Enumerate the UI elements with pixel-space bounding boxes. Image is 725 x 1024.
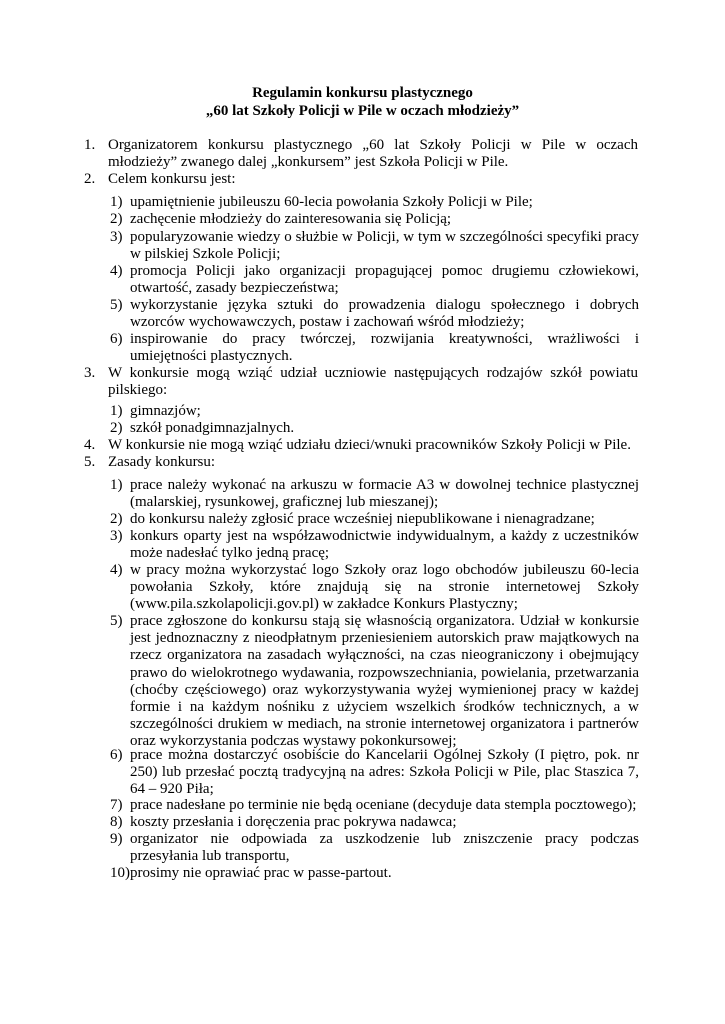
item-number: 2) [110,211,123,227]
item-text: promocja Policji jako organizacji propagującej pomoc drugiemu człowiekowi, otwartość, zasady bezpieczeństwa; [130,263,639,297]
item-text: prace nadesłane po terminie nie będą oceniane (decyduje data stempla pocztowego); [130,797,637,813]
item-text: gimnazjów; [130,403,201,419]
item-text: koszty przesłania i doręczenia prac pokrywa nadawca; [130,814,457,830]
item-text: organizator nie odpowiada za uszkodzenie lub zniszczenie pracy podczas przesyłania lub transportu, [130,831,639,865]
document-title: Regulamin konkursu plastycznego [252,85,473,101]
section-number: 2. [84,171,96,187]
item-text: inspirowanie do pracy twórczej, rozwijania kreatywności, wrażliwości i umiejętności plastycznych. [130,331,639,365]
list-item [110,229,639,263]
item-number: 5) [110,613,123,629]
list-item [110,814,639,831]
list-item [110,831,639,865]
section-3 [84,365,638,399]
section-number: 5. [84,454,96,470]
section-2 [84,171,638,188]
item-text: upamiętnienie jubileuszu 60-lecia powołania Szkoły Policji w Pile; [130,194,533,210]
section-text: Celem konkursu jest: [108,171,236,187]
item-text: zachęcenie młodzieży do zainteresowania się Policją; [130,211,452,227]
section-number: 4. [84,437,96,453]
section-number: 1. [84,137,96,153]
list-item [110,263,639,297]
item-number: 8) [110,814,123,830]
item-number: 2) [110,420,123,436]
item-number: 1) [110,403,123,419]
item-text: szkół ponadgimnazjalnych. [130,420,295,436]
item-number: 9) [110,831,123,847]
item-number: 5) [110,297,123,313]
item-text: do konkursu należy zgłosić prace wcześniej niepublikowane i nienagradzane; [130,511,595,527]
item-number: 4) [110,263,123,279]
item-text: prace zgłoszone do konkursu stają się własnością organizatora. Udział w konkursie jest jednoznaczny z nieodpłatnym przeniesieniem autorskich praw majątkowych na rzecz organizatora na zasadach wyłączności, na czas nieograniczony i obejmujący prawo do wielokrotnego wydawania, rozpowszechniania, powielania, przetwarzania (choćby częściowego) oraz wykorzystywania wyżej wymienionej pracy w każdej formie i na każdym nośniku z użyciem wszelkich środków technicznych, a w szczególności drukiem w mediach, na stronie internetowej organizatora i partnerów oraz wykorzystania podczas wystawy pokonkursowej; [130,613,639,750]
list-item [110,331,639,365]
document-subtitle: „60 lat Szkoły Policji w Pile w oczach młodzieży” [205,103,520,119]
list-item [110,194,639,211]
list-item [110,477,639,511]
section-5 [84,454,638,471]
item-number: 1) [110,477,123,493]
list-item [110,420,639,437]
item-number: 6) [110,747,123,763]
item-number: 4) [110,562,123,578]
item-text: wykorzystanie języka sztuki do prowadzenia dialogu społecznego i dobrych wzorców wychowawczych, postaw i zachowań wśród młodzieży; [130,297,639,331]
section-text: Zasady konkursu: [108,454,216,470]
section-number: 3. [84,365,96,381]
item-number: 2) [110,511,123,527]
item-number: 3) [110,229,123,245]
section-4 [84,437,638,454]
list-item [110,297,639,331]
section-1 [84,137,638,171]
list-item [110,528,639,562]
list-item [110,562,639,614]
item-text: prace należy wykonać na arkuszu w formacie A3 w dowolnej technice plastycznej (malarskiej, rysunkowej, graficznej lub mieszanej); [130,477,639,511]
item-text: prosimy nie oprawiać prac w passe-partout. [130,865,392,881]
item-number: 1) [110,194,123,210]
section-text: W konkursie nie mogą wziąć udziału dzieci/wnuki pracowników Szkoły Policji w Pile. [108,437,631,453]
item-text: konkurs oparty jest na współzawodnictwie indywidualnym, a każdy z uczestników może nadesłać tylko jedną pracę; [130,528,639,562]
item-number: 10) [110,865,130,881]
list-item [110,511,639,528]
section-text: W konkursie mogą wziąć udział uczniowie następujących rodzajów szkół powiatu pilskiego: [108,365,638,399]
list-item [110,211,639,228]
item-text: prace można dostarczyć osobiście do Kancelarii Ogólnej Szkoły (I piętro, pok. nr 250) lub przesłać pocztą tradycyjną na adres: Szkoła Policji w Pile, plac Staszica 7, 64 – 920 Piła; [130,747,639,798]
list-item [110,747,639,799]
item-text: popularyzowanie wiedzy o służbie w Policji, w tym w szczególności specyfiki pracy w pilskiej Szkole Policji; [130,229,639,263]
item-text: w pracy można wykorzystać logo Szkoły oraz logo obchodów jubileuszu 60-lecia powołania Szkoły, które znajdują się na stronie internetowej Szkoły (www.pila.szkolapolicji.gov.pl) w zakładce Konkurs Plastyczny; [130,562,639,613]
section-text: Organizatorem konkursu plastycznego „60 lat Szkoły Policji w Pile w oczach młodzieży” zwanego dalej „konkursem” jest Szkoła Policji w Pile. [108,137,638,171]
item-number: 7) [110,797,123,813]
list-item [110,403,639,420]
list-item [110,613,639,751]
item-number: 6) [110,331,123,347]
item-number: 3) [110,528,123,544]
list-item [110,797,639,814]
list-item [110,865,639,882]
